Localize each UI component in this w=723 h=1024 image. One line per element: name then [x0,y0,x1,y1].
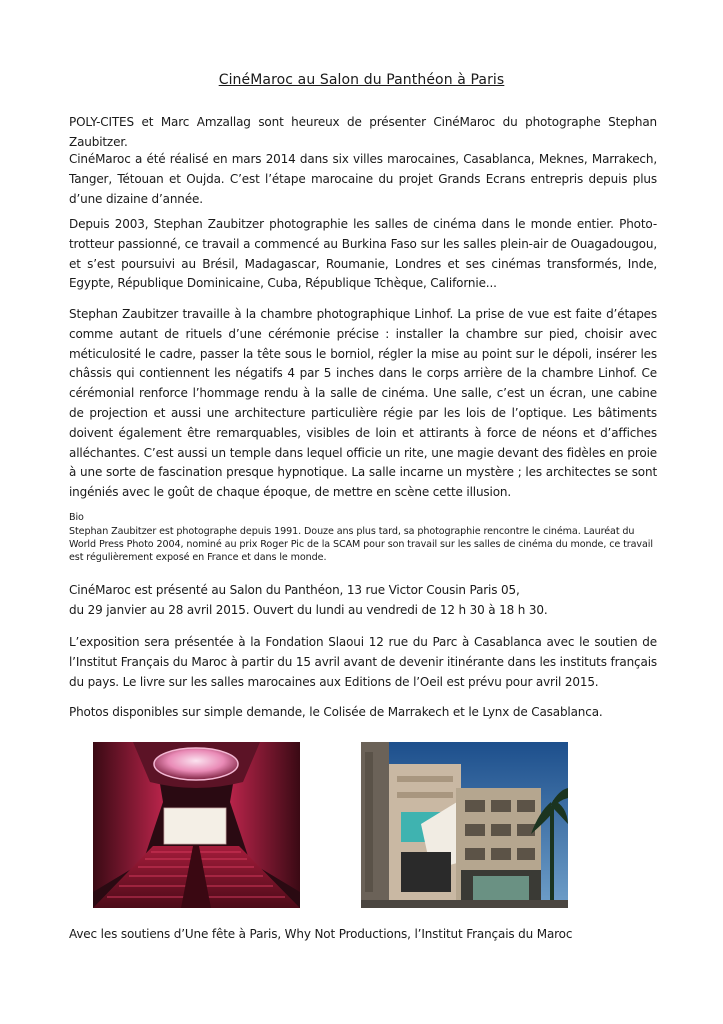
cinema-interior-photo [93,742,300,908]
cinema-exterior-illustration [361,742,568,908]
intro-paragraph: POLY-CITES et Marc Amzallag sont heureux de présenter CinéMaroc du photographe Stephan Zaubitzer. [69,115,657,149]
history-paragraph: Depuis 2003, Stephan Zaubitzer photographie les salles de cinéma dans le monde entier. Photo-trotteur passionné, ce travail a commencé au Burkina Faso sur les salles plein-air de Ouagadougou, et s’est poursuivi au Brésil, Madagascar, Roumanie, Londres et ses cinémas transformés, Inde, Egypte, République Dominicaine, Cuba, République Tchèque, Californie... [69,217,657,291]
exhibition-line-1: CinéMaroc est présenté au Salon du Panthéon, 13 rue Victor Cousin Paris 05, [69,583,520,597]
cinema-interior-illustration [93,742,300,908]
document-title: CinéMaroc au Salon du Panthéon à Paris [218,72,505,88]
cinemaroc-paragraph: CinéMaroc a été réalisé en mars 2014 dans six villes marocaines, Casablanca, Meknes, Marrakech, Tanger, Tétouan et Oujda. C’est l’étape marocaine du projet Grands Ecrans entrepris depuis plus d’une dizaine d’année. [69,152,657,206]
sponsors-line: Avec les soutiens d’Une fête à Paris, Why Not Productions, l’Institut Français du Maroc [69,927,573,941]
cinema-exterior-photo [361,742,568,908]
exhibition-line-2: du 29 janvier au 28 avril 2015. Ouvert du lundi au vendredi de 12 h 30 à 18 h 30. [69,603,548,617]
technique-paragraph: Stephan Zaubitzer travaille à la chambre photographique Linhof. La prise de vue est faite d’étapes comme autant de rituels d’une cérémonie précise : installer la chambre sur pied, choisir avec méticulosité le cadre, passer la tête sous le borniol, régler la mise au point sur le dépoli, insérer les châssis qui contiennent les négatifs 4 par 5 inches dans le corps arrière de la chambre Linhof. Ce cérémonial renforce l’hommage rendu à la salle de cinéma. Une salle, c’est un écran, une cabine de projection et aussi une architecture particulière régie par les lois de l’optique. Les bâtiments doivent également être remarquables, visibles de loin et attirants à force de néons et d’affiches alléchantes. C’est aussi un temple dans lequel officie un rite, une magie devant des fidèles en proie à une sorte de fascination presque hypnotique. La salle incarne un mystère ; les architectes se sont ingéniés avec le goût de chaque époque, de mettre en scène cette illusion. [69,307,657,500]
casablanca-paragraph: L’exposition sera présentée à la Fondation Slaoui 12 rue du Parc à Casablanca avec le soutien de l’Institut Français du Maroc à partir du 15 avril avant de devenir itinérante dans les instituts français du pays. Le livre sur les salles marocaines aux Editions de l’Oeil est prévu pour avril 2015. [69,635,657,689]
bio-text: Stephan Zaubitzer est photographe depuis 1991. Douze ans plus tard, sa photographie rencontre le cinéma. Lauréat du World Press Photo 2004, nominé au prix Roger Pic de la SCAM pour son travail sur les salles de cinéma du monde, ce travail est régulièrement exposé en France et dans le monde. [69,526,653,563]
photos-note: Photos disponibles sur simple demande, le Colisée de Marrakech et le Lynx de Casablanca. [69,705,603,719]
bio-heading: Bio [69,512,84,523]
